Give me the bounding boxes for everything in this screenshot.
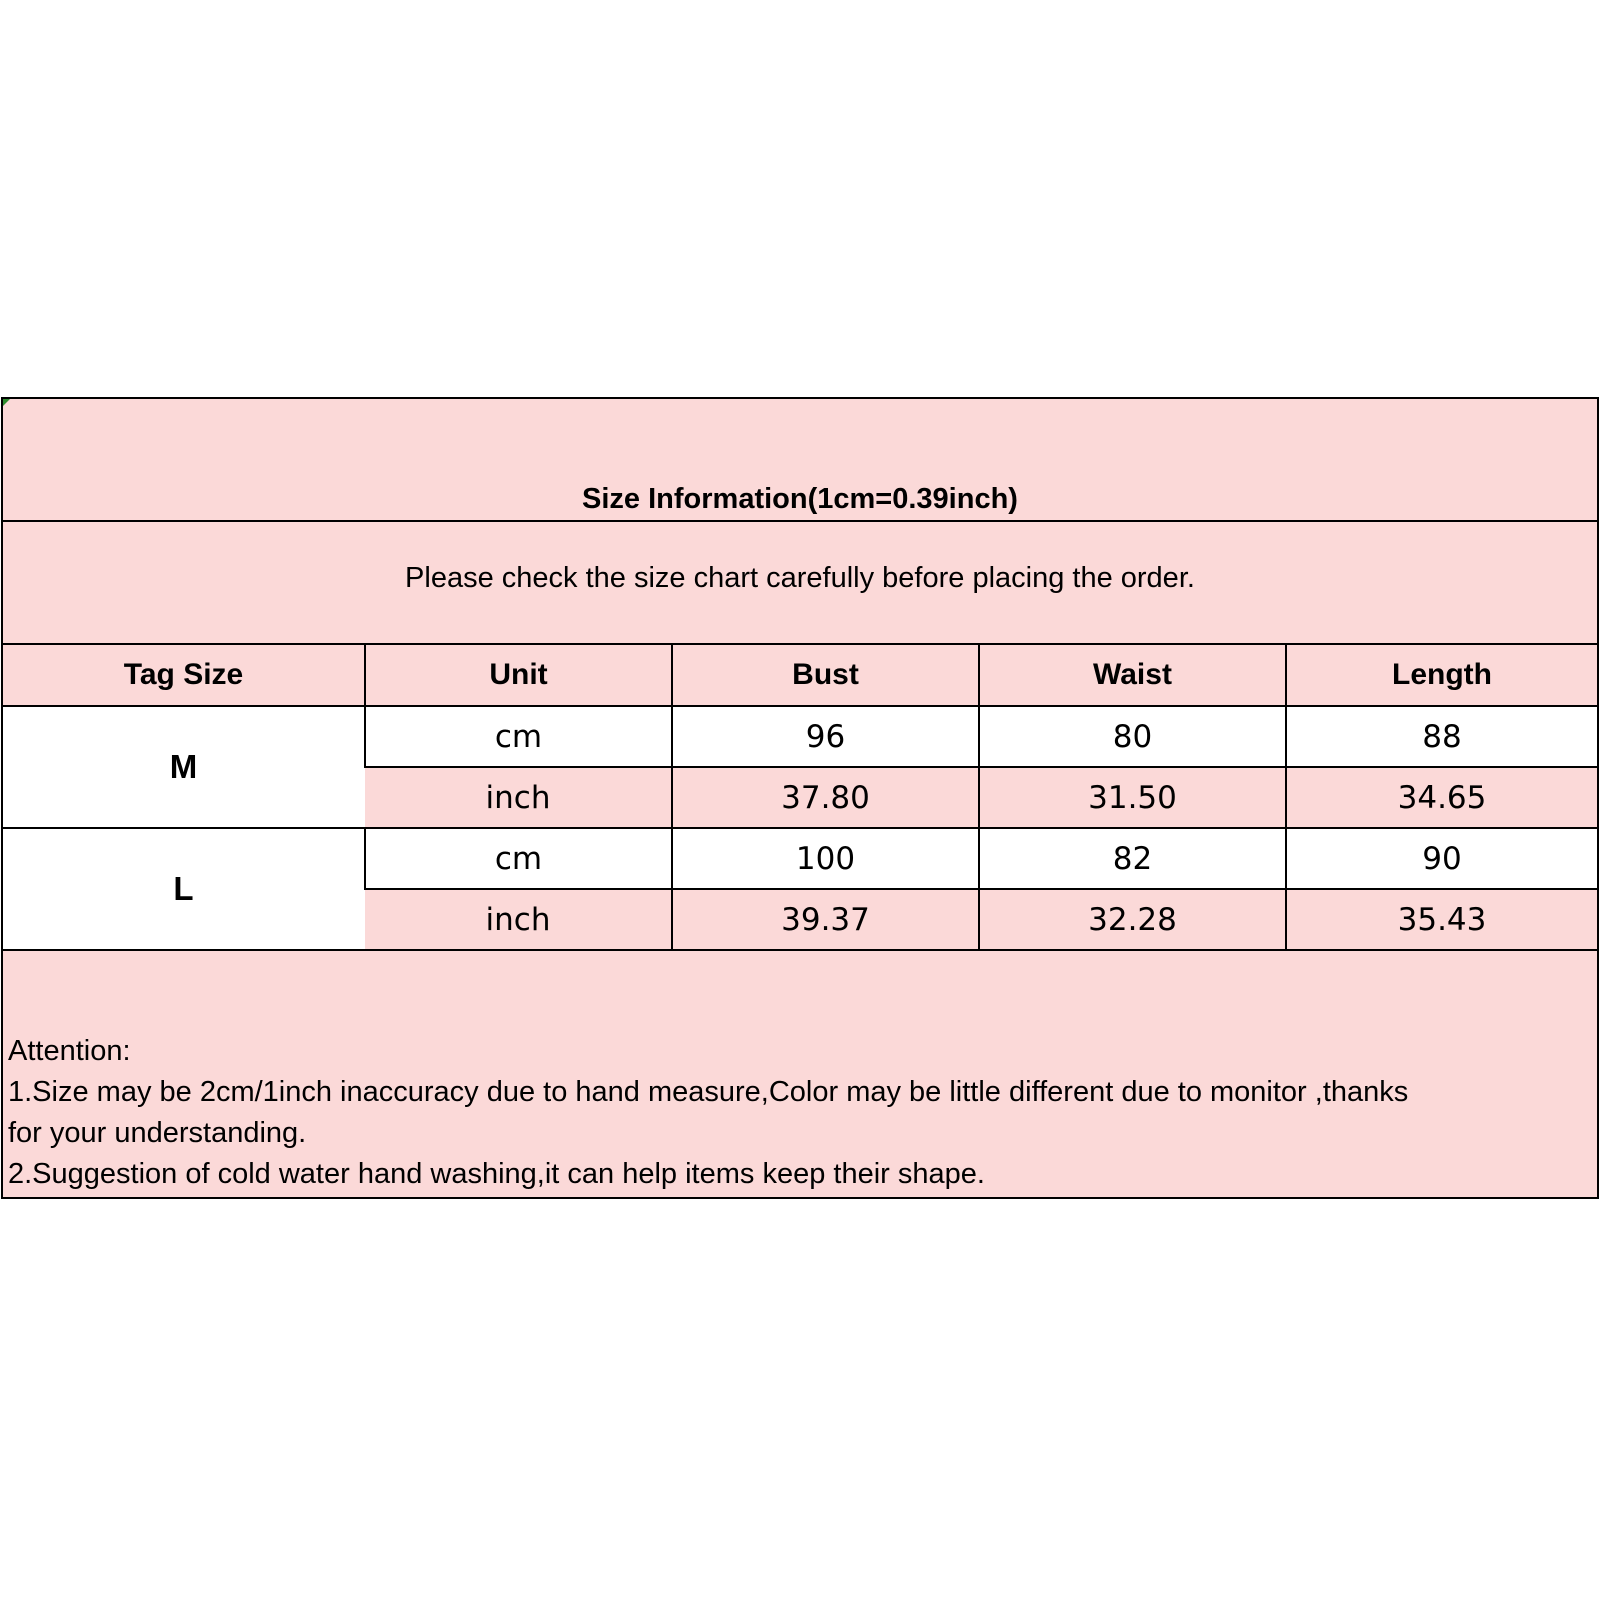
size-cell-l: L (3, 828, 365, 950)
unit-cell: cm (365, 828, 672, 889)
attention-notes (8, 1031, 1577, 1195)
waist-cell: 80 (979, 706, 1286, 767)
table-header-row (3, 645, 1597, 706)
note-line-2: 2.Suggestion of cold water hand washing,it can help items keep their shape. (8, 1158, 985, 1190)
unit-cell: inch (365, 889, 672, 950)
bust-cell: 96 (672, 706, 979, 767)
size-cell-m: M (3, 706, 365, 828)
length-cell: 88 (1286, 706, 1597, 767)
header-length: Length (1286, 645, 1597, 706)
waist-cell: 82 (979, 828, 1286, 889)
bust-cell: 100 (672, 828, 979, 889)
table-row (3, 828, 1597, 889)
length-cell: 34.65 (1286, 767, 1597, 828)
length-cell: 90 (1286, 828, 1597, 889)
chart-title: Size Information(1cm=0.39inch) (582, 483, 1018, 515)
note-line-1b: for your understanding. (8, 1117, 307, 1149)
table-row (3, 706, 1597, 767)
bust-cell: 37.80 (672, 767, 979, 828)
title-row (3, 399, 1597, 522)
unit-cell: cm (365, 706, 672, 767)
size-chart-sheet (1, 397, 1599, 1199)
subtitle-row (3, 522, 1597, 645)
notes-heading: Attention: (8, 1035, 131, 1067)
length-cell: 35.43 (1286, 889, 1597, 950)
size-table (3, 645, 1597, 951)
header-waist: Waist (979, 645, 1286, 706)
header-unit: Unit (365, 645, 672, 706)
waist-cell: 31.50 (979, 767, 1286, 828)
waist-cell: 32.28 (979, 889, 1286, 950)
header-tag-size: Tag Size (3, 645, 365, 706)
note-line-1a: 1.Size may be 2cm/1inch inaccuracy due to hand measure,Color may be little different due to monitor ,thanks (8, 1076, 1409, 1108)
chart-subtitle: Please check the size chart carefully before placing the order. (405, 562, 1195, 594)
header-bust: Bust (672, 645, 979, 706)
bust-cell: 39.37 (672, 889, 979, 950)
unit-cell: inch (365, 767, 672, 828)
